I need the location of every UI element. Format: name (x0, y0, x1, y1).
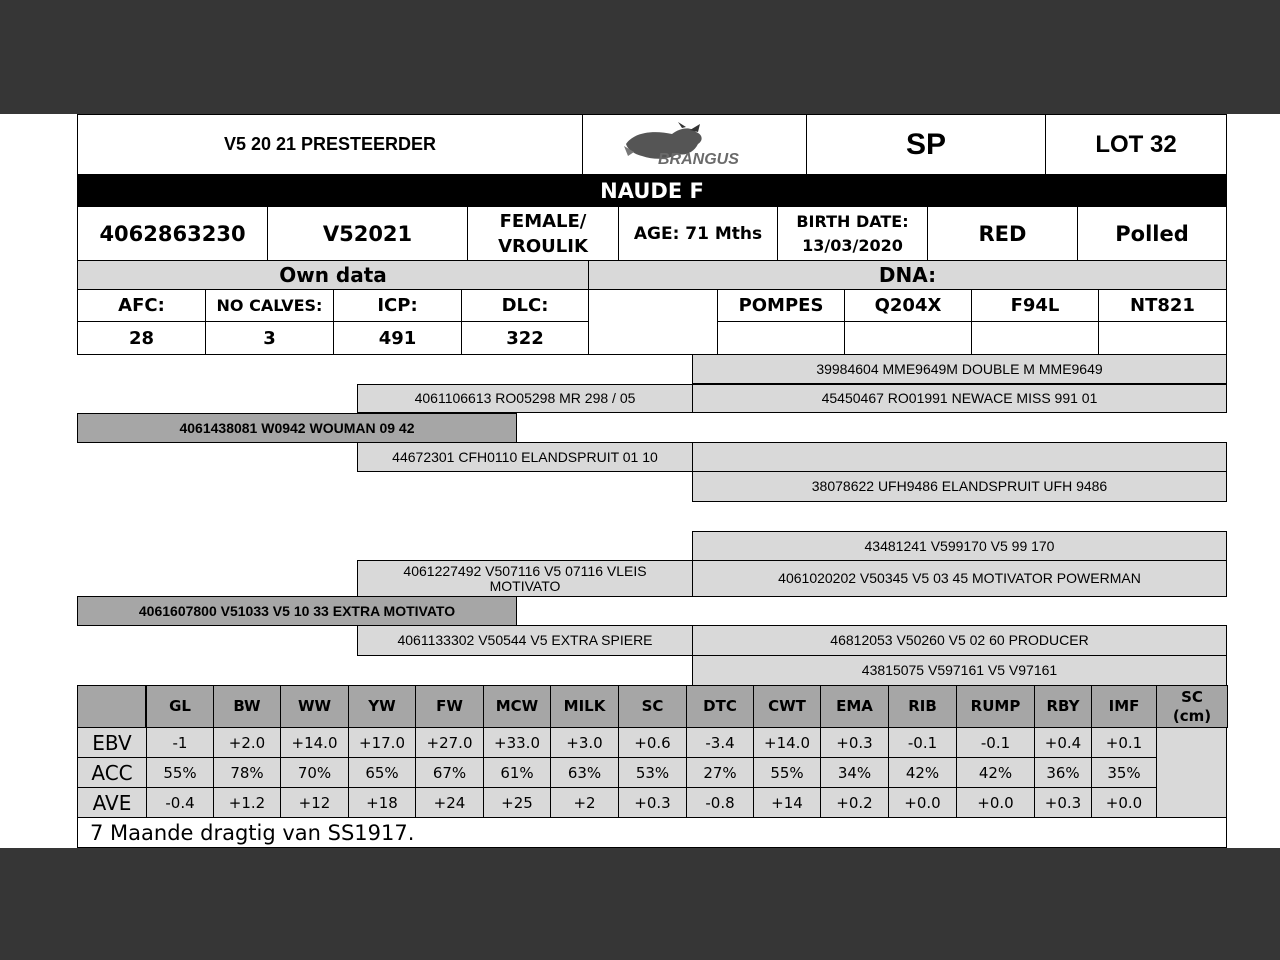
birth-date-cell (777, 206, 928, 261)
ebv-corner-cell (77, 685, 146, 728)
pedigree-sire-sire-sire: 39984604 MME9649M DOUBLE M MME9649 (692, 354, 1227, 384)
pedigree-dam-dam: 4061133302 V50544 V5 EXTRA SPIERE (357, 625, 693, 656)
dna-f94l-header: F94L (971, 289, 1099, 322)
pedigree-dam-dam-sire: 46812053 V50260 V5 02 60 PRODUCER (692, 625, 1227, 656)
ebv-col-header: WW (280, 685, 349, 728)
ebv-col-header: YW (348, 685, 416, 728)
ebv-col-header: CWT (753, 685, 821, 728)
afc-value: 28 (77, 321, 206, 355)
no-calves-header: NO CALVES: (205, 289, 334, 322)
ebv-cell: +33.0 (483, 727, 551, 758)
colour: RED (927, 206, 1078, 261)
ebv-row-label: ACC (77, 757, 147, 788)
own-data-title: Own data (77, 260, 589, 290)
dna-nt821-header: NT821 (1098, 289, 1227, 322)
pedigree-dam-sire-sire: 43481241 V599170 V5 99 170 (692, 531, 1227, 561)
ebv-col-header: RUMP (956, 685, 1035, 728)
sc-cm-empty-cell (1156, 727, 1227, 818)
ebv-cell: +0.3 (820, 727, 889, 758)
ebv-cell: -0.1 (888, 727, 957, 758)
ebv-cell: +0.3 (1034, 787, 1092, 818)
pedigree-sire-sire: 4061106613 RO05298 MR 298 / 05 (357, 384, 693, 413)
ebv-cell: +24 (415, 787, 484, 818)
ebv-cell: 55% (146, 757, 214, 788)
ebv-row-label: AVE (77, 787, 147, 818)
pedigree-dam: 4061607800 V51033 V5 10 33 EXTRA MOTIVATO (77, 596, 517, 626)
dna-f94l-value (971, 321, 1099, 355)
ebv-cell: 42% (888, 757, 957, 788)
ebv-col-header: FW (415, 685, 484, 728)
birth-date-label: BIRTH DATE: (796, 211, 909, 231)
ebv-cell: 55% (753, 757, 821, 788)
ebv-cell: +12 (280, 787, 349, 818)
dlc-value: 322 (461, 321, 589, 355)
pedigree-sire-dam-dam: 38078622 UFH9486 ELANDSPRUIT UFH 9486 (692, 471, 1227, 502)
ebv-col-header: MCW (483, 685, 551, 728)
ebv-cell: 27% (686, 757, 754, 788)
ebv-cell: +0.6 (618, 727, 687, 758)
owner-name: NAUDE F (77, 175, 1227, 206)
pedigree-sire-dam: 44672301 CFH0110 ELANDSPRUIT 01 10 (357, 442, 693, 472)
pedigree-dam-sire: 4061227492 V507116 V5 07116 VLEIS MOTIVATO (357, 560, 693, 597)
ebv-row-label: EBV (77, 727, 147, 758)
icp-header: ICP: (333, 289, 462, 322)
ebv-col-header: MILK (550, 685, 619, 728)
ebv-cell: -1 (146, 727, 214, 758)
dna-title: DNA: (588, 260, 1227, 290)
ebv-cell: +0.2 (820, 787, 889, 818)
ebv-cell: 70% (280, 757, 349, 788)
pedigree-dam-sire-dam: 4061020202 V50345 V5 03 45 MOTIVATOR POWERMAN (692, 560, 1227, 597)
ebv-cell: +14.0 (280, 727, 349, 758)
ebv-cell: +14.0 (753, 727, 821, 758)
lot-number: LOT 32 (1045, 114, 1227, 175)
ebv-col-header: GL (146, 685, 214, 728)
dna-q204x-value (844, 321, 972, 355)
afc-header: AFC: (77, 289, 206, 322)
ebv-cell: -3.4 (686, 727, 754, 758)
logo-text: BRANGUS (657, 150, 739, 168)
ebv-cell: +14 (753, 787, 821, 818)
no-calves-value: 3 (205, 321, 334, 355)
ebv-col-header: SC (cm) (1156, 685, 1228, 728)
ebv-cell: +25 (483, 787, 551, 818)
tag-number: V52021 (267, 206, 468, 261)
ebv-cell: +0.1 (1091, 727, 1157, 758)
ebv-cell: 34% (820, 757, 889, 788)
ebv-col-header: BW (213, 685, 281, 728)
ebv-cell: 78% (213, 757, 281, 788)
registration-number: 4062863230 (77, 206, 268, 261)
ebv-cell: -0.1 (956, 727, 1035, 758)
dlc-header: DLC: (461, 289, 589, 322)
ebv-col-header: DTC (686, 685, 754, 728)
horn-status: Polled (1077, 206, 1227, 261)
pedigree-sire-dam-sire (692, 442, 1227, 472)
ebv-cell: 42% (956, 757, 1035, 788)
ebv-col-header: IMF (1091, 685, 1157, 728)
pedigree-dam-dam-dam: 43815075 V597161 V5 V97161 (692, 655, 1227, 686)
birth-date-value: 13/03/2020 (802, 235, 903, 255)
ebv-cell: +3.0 (550, 727, 619, 758)
brangus-logo (582, 114, 807, 175)
dna-nt821-value (1098, 321, 1227, 355)
ebv-cell: 35% (1091, 757, 1157, 788)
ebv-cell: +27.0 (415, 727, 484, 758)
ebv-cell: +0.0 (1091, 787, 1157, 818)
dna-pompes-value (717, 321, 845, 355)
note: 7 Maande dragtig van SS1917. (77, 817, 1227, 848)
lot-card (0, 114, 1280, 848)
dna-blank-cell (588, 289, 718, 355)
ebv-cell: 53% (618, 757, 687, 788)
pedigree-sire: 4061438081 W0942 WOUMAN 09 42 (77, 413, 517, 443)
ebv-cell: 36% (1034, 757, 1092, 788)
ebv-col-header: RBY (1034, 685, 1092, 728)
ebv-cell: +0.0 (956, 787, 1035, 818)
ebv-col-header: SC (618, 685, 687, 728)
dna-q204x-header: Q204X (844, 289, 972, 322)
ebv-cell: +17.0 (348, 727, 416, 758)
ebv-col-header: EMA (820, 685, 889, 728)
ebv-cell: 63% (550, 757, 619, 788)
age: AGE: 71 Mths (618, 206, 778, 261)
ebv-cell: -0.8 (686, 787, 754, 818)
ebv-cell: -0.4 (146, 787, 214, 818)
sex: FEMALE/ VROULIK (467, 206, 619, 261)
ebv-cell: +0.0 (888, 787, 957, 818)
ebv-col-header: RIB (888, 685, 957, 728)
ebv-cell: 61% (483, 757, 551, 788)
ebv-cell: 67% (415, 757, 484, 788)
ebv-cell: 65% (348, 757, 416, 788)
ebv-cell: +0.4 (1034, 727, 1092, 758)
animal-name: V5 20 21 PRESTEERDER (77, 114, 583, 175)
ebv-cell: +1.2 (213, 787, 281, 818)
code-badge: SP (806, 114, 1046, 175)
ebv-cell: +0.3 (618, 787, 687, 818)
icp-value: 491 (333, 321, 462, 355)
bull-logo-icon (620, 122, 770, 168)
ebv-cell: +18 (348, 787, 416, 818)
dna-pompes-header: POMPES (717, 289, 845, 322)
pedigree-sire-sire-dam: 45450467 RO01991 NEWACE MISS 991 01 (692, 384, 1227, 413)
ebv-cell: +2.0 (213, 727, 281, 758)
ebv-cell: +2 (550, 787, 619, 818)
